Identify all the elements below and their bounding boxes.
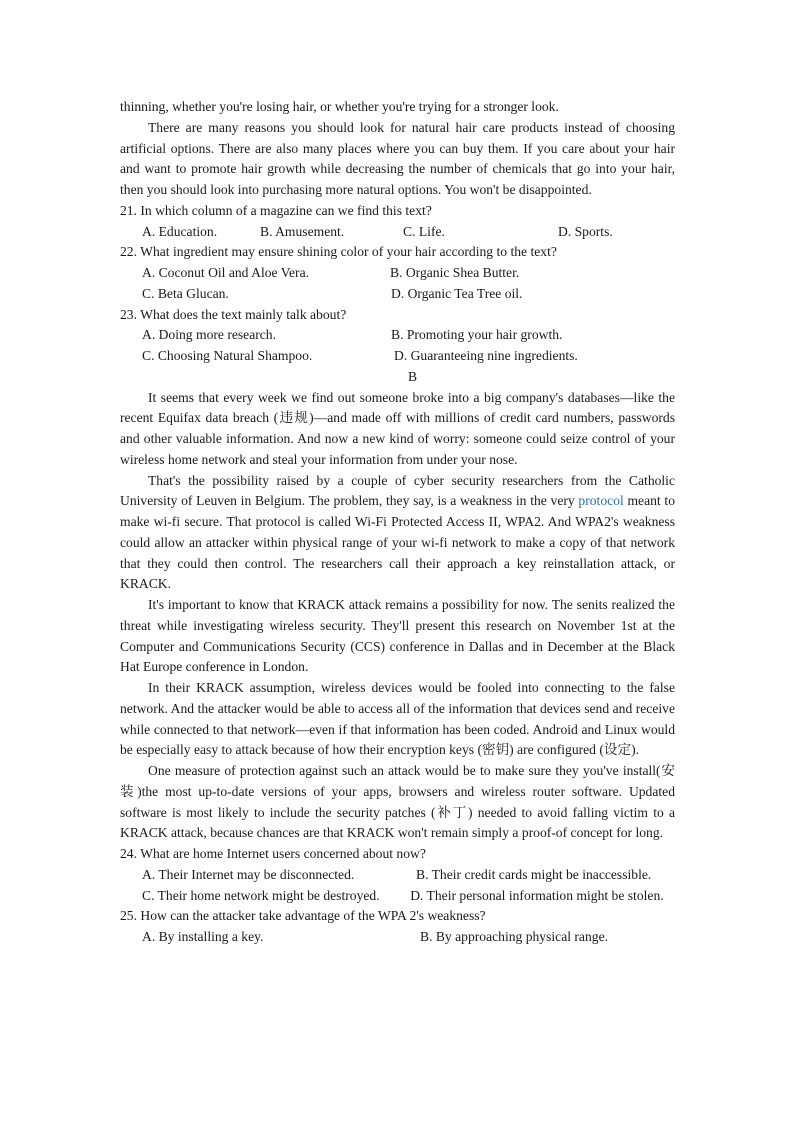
question-24: 24. What are home Internet users concerned about now? xyxy=(120,846,426,861)
question-25-options-ab xyxy=(120,927,675,948)
protocol-link[interactable]: protocol xyxy=(578,493,624,509)
q21-option-d: D. Sports. xyxy=(558,223,613,239)
passage-a-first-line: thinning, whether you're losing hair, or whether you're trying for a stronger look. xyxy=(120,99,559,114)
q24-option-d: D. Their personal information might be stolen. xyxy=(410,887,664,903)
question-25: 25. How can the attacker take advantage of the WPA 2's weakness? xyxy=(120,908,486,924)
section-b-paragraph-1: It seems that every week we find out someone broke into a big company's databases—like the recent Equifax data breach (违规)—and made off with millions of credit card numbers, passwords and other valuable information. And now a new kind of worry: someone could seize control of your wireless home network and steal your information from under your nose. xyxy=(120,389,675,467)
q24-option-b: B. Their credit cards might be inaccessible. xyxy=(416,866,652,882)
q23-option-c: C. Choosing Natural Shampoo. xyxy=(142,348,313,363)
question-21-options xyxy=(120,222,675,243)
q22-option-b: B. Organic Shea Butter. xyxy=(390,265,520,280)
q24-option-c: C. Their home network might be destroyed. xyxy=(142,887,380,903)
question-23: 23. What does the text mainly talk about? xyxy=(120,306,347,322)
question-23-options-cd xyxy=(120,346,675,367)
question-21: 21. In which column of a magazine can we find this text? xyxy=(120,202,432,218)
q23-option-a: A. Doing more research. xyxy=(142,327,276,343)
q22-option-c: C. Beta Glucan. xyxy=(142,285,229,301)
question-22-options-cd xyxy=(120,284,675,305)
q21-option-a: A. Education. xyxy=(142,223,218,239)
q23-option-b: B. Promoting your hair growth. xyxy=(391,327,563,343)
section-b-paragraph-2 xyxy=(120,471,675,596)
q25-option-b: B. By approaching physical range. xyxy=(420,929,608,944)
question-23-options-ab xyxy=(120,325,675,346)
passage-a-paragraph: There are many reasons you should look for natural hair care products instead of choosing artificial options. There are also many places where you can buy them. If you care about your hair and want to promote hair growth while decreasing the number of chemicals that go into your hair, then you should look into purchasing more natural options. You won't be disappointed. xyxy=(120,119,675,197)
q21-option-b: B. Amusement. xyxy=(260,223,345,239)
question-24-options-ab xyxy=(120,865,675,886)
question-22: 22. What ingredient may ensure shining color of your hair according to the text? xyxy=(120,244,557,260)
q22-option-d: D. Organic Tea Tree oil. xyxy=(391,285,523,301)
section-b-heading: B xyxy=(407,368,418,384)
paragraph-2-before-link: That's the possibility raised by a couple of cyber security researchers from the Catholic University of Leuven in Belgium. The problem, they say, is a weakness in the very xyxy=(120,472,675,509)
q23-option-d: D. Guaranteeing nine ingredients. xyxy=(394,348,578,363)
q22-option-a: A. Coconut Oil and Aloe Vera. xyxy=(142,265,310,280)
q25-option-a: A. By installing a key. xyxy=(142,929,264,944)
q21-option-c: C. Life. xyxy=(403,223,445,239)
question-22-options-ab xyxy=(120,263,675,284)
q24-option-a: A. Their Internet may be disconnected. xyxy=(142,866,355,882)
document-page xyxy=(120,97,675,948)
question-24-options-cd xyxy=(120,886,675,907)
section-b-paragraph-5: One measure of protection against such an attack would be to make sure they you've install(安装)the most up-to-date versions of your apps, browsers and wireless router software. Updated software is most likely to include the security patches (补丁) needed to avoid falling victim to a KRACK attack, because chances are that KRACK won't remain simply a proof-of concept for long. xyxy=(120,763,675,841)
section-b-paragraph-3: It's important to know that KRACK attack remains a possibility for now. The senits realized the threat while investigating wireless security. They'll present this research on November 1st at the Computer and Communications Security (CCS) conference in Dallas and in December at the Black Hat Europe conference in London. xyxy=(120,597,675,675)
section-b-paragraph-4: In their KRACK assumption, wireless devices would be fooled into connecting to the false network. And the attacker would be able to access all of the information that devices send and receive while connected to that network—even if that information has been coded. Android and Linux would be especially easy to attack because of how their encryption keys (密钥) are configured (设定). xyxy=(120,680,675,758)
paragraph-2-after-link: meant to make wi-fi secure. That protocol is called Wi-Fi Protected Access II, WPA2. And WPA2's weakness could allow an attacker within physical range of your wi-fi network to make a copy of that network that they could then control. The researchers call their approach a key reinstallation attack, or KRACK. xyxy=(120,493,675,592)
